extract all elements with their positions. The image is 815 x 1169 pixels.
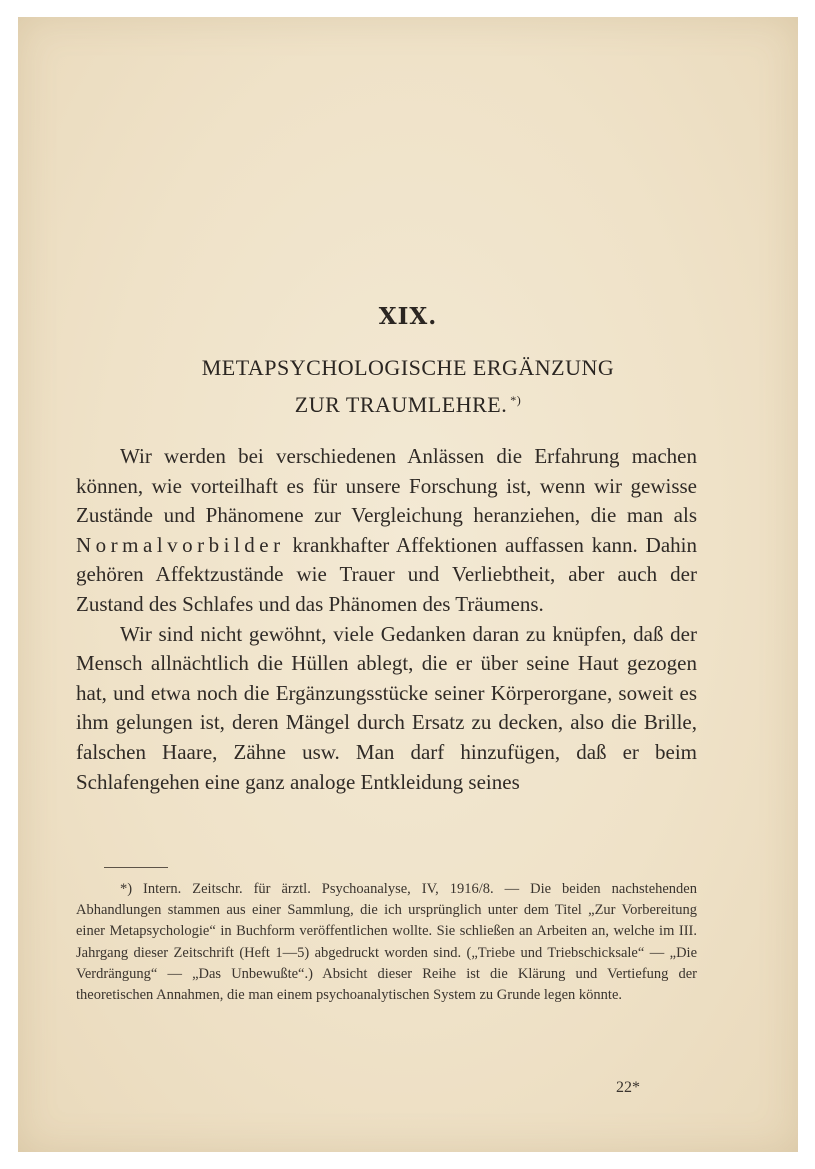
title-footnote-marker: *): [510, 392, 522, 407]
emphasized-term: Normalvorbilder: [76, 532, 285, 557]
chapter-number: XIX.: [378, 303, 438, 330]
chapter-title-text: ZUR TRAUMLEHRE.: [294, 392, 508, 417]
footnote-divider: [104, 867, 168, 868]
body-text: [76, 442, 697, 797]
paragraph-2: Wir sind nicht gewöhnt, viele Gedanken daran zu knüpfen, daß der Mensch allnächtlich die Hüllen ablegt, die er über seine Haut gezogen hat, und etwa noch die Ergänzungsstücke seiner Körperorgane, soweit es ihm gelungen ist, deren Mängel durch Ersatz zu decken, also die Brille, falschen Haare, Zähne usw. Man darf hinzufügen, daß er beim Schlafengehen eine ganz analoge Entkleidung seines: [76, 621, 697, 794]
chapter-title-line-1: METAPSYCHOLOGISCHE ERGÄNZUNG: [201, 355, 615, 380]
paragraph-1-end: krankhafter Affektionen auffassen kann. Dahin gehören Affektzustände wie Trauer und Verliebtheit, aber auch der Zustand des Schlafes und das Phänomen des Träumens.: [76, 532, 697, 616]
page-number: 22*: [616, 1079, 640, 1096]
paragraph-1-start: Wir werden bei verschiedenen Anlässen die Erfahrung machen können, wie vorteilhaft es für unsere Forschung ist, wenn wir gewisse Zustände und Phänomene zur Vergleichung heranziehen, die man als: [76, 444, 697, 528]
chapter-title-line-2: [18, 392, 798, 418]
footnote: *) Intern. Zeitschr. für ärztl. Psychoanalyse, IV, 1916/8. — Die beiden nachstehenden Abhandlungen stammen aus einer Sammlung, die ich ursprünglich unter dem Titel „Zur Vorbereitung einer Metapsychologie“ in Buchform veröffentlichen wollte. Sie schließen an Arbeiten an, welche im III. Jahrgang dieser Zeitschrift (Heft 1—5) abgedruckt worden sind. („Triebe und Triebschicksale“ — „Die Verdrängung“ — „Das Unbewußte“.) Absicht dieser Reihe ist die Klärung und Vertiefung der theoretischen Annahmen, die man einem psychoanalytischen System zu Grunde legen könnte.: [76, 881, 697, 1004]
book-page: [18, 17, 798, 1152]
paragraph-1: [76, 442, 697, 620]
